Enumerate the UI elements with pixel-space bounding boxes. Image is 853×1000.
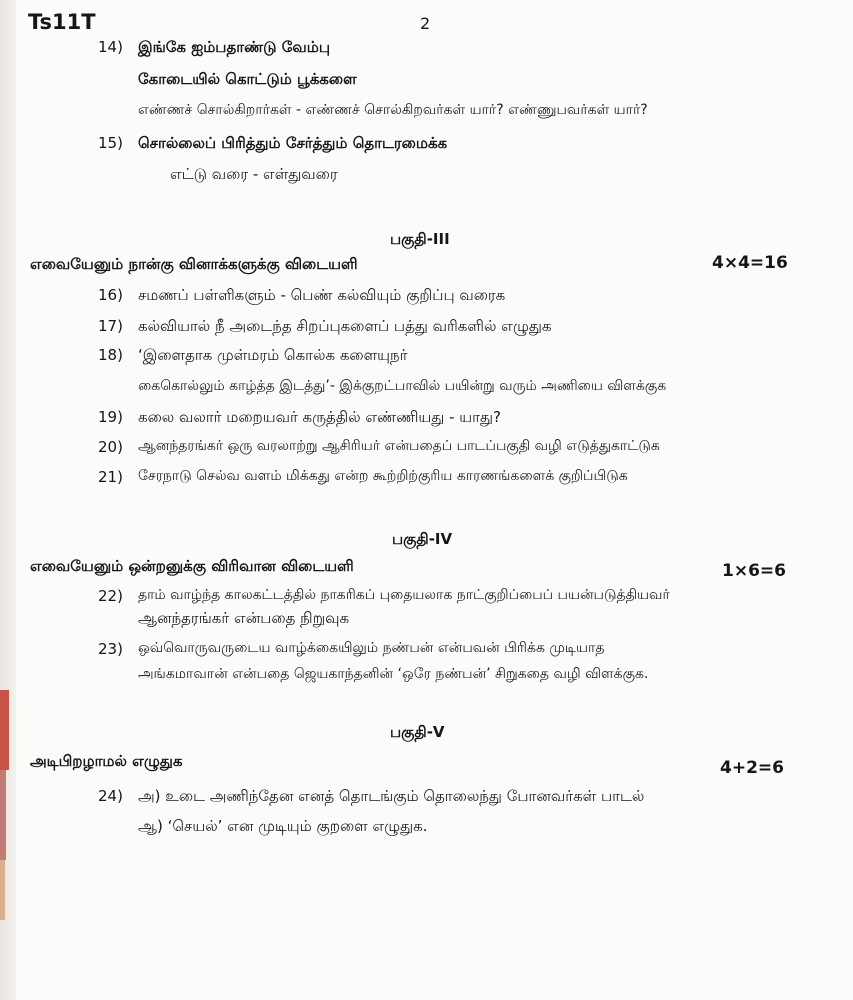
question-number: 22) <box>98 587 123 605</box>
question-line: கல்வியால் நீ அடைந்த சிறப்புகளைப் பத்து வரிகளில் எழுதுக <box>138 317 552 335</box>
section-marks: 4×4=16 <box>712 253 788 273</box>
page-number: 2 <box>420 14 431 33</box>
question-number: 17) <box>98 317 123 335</box>
question-number: 19) <box>98 408 123 426</box>
question-number: 20) <box>98 438 123 456</box>
question-number: 18) <box>98 346 123 364</box>
question-number: 24) <box>98 787 123 805</box>
question-line: சேரநாடு செல்வ வளம் மிக்கது என்ற கூற்றிற்குரிய காரணங்களைக் குறிப்பிடுக <box>138 468 628 484</box>
question-line: இங்கே ஐம்பதாண்டு வேம்பு <box>138 38 331 56</box>
question-number: 16) <box>98 286 123 304</box>
edge-mark <box>0 690 9 770</box>
question-line: எண்ணச் சொல்கிறார்கள் - எண்ணச் சொல்கிறவர்கள் யார்? எண்ணுபவர்கள் யார்? <box>138 102 648 118</box>
section-marks: 1×6=6 <box>722 561 786 581</box>
section-marks: 4+2=6 <box>720 758 784 778</box>
question-number: 23) <box>98 640 123 658</box>
section-title: பகுதி-IV <box>392 530 453 548</box>
section-instruction: அடிபிறழாமல் எழுதுக <box>30 752 183 770</box>
page-edge <box>0 0 16 1000</box>
paper-code: Ts11T <box>28 10 96 34</box>
section-title: பகுதி-III <box>390 230 450 248</box>
question-line: சொல்லைப் பிரித்தும் சேர்த்தும் தொடரமைக்க <box>138 134 448 152</box>
question-number: 21) <box>98 468 123 486</box>
question-number: 15) <box>98 134 123 152</box>
question-line: ஒவ்வொருவருடைய வாழ்க்கையிலும் நண்பன் என்பவன் பிரிக்க முடியாத <box>138 640 605 656</box>
question-line: ஆனந்தரங்கர் என்பதை நிறுவுக <box>138 609 350 627</box>
question-number: 14) <box>98 38 123 56</box>
question-line: அ) உடை அணிந்தேன எனத் தொடங்கும் தொலைந்து போனவர்கள் பாடல் <box>138 787 645 805</box>
section-instruction: எவையேனும் ஒன்றனுக்கு விரிவான விடையளி <box>30 557 354 575</box>
question-line: கோடையில் கொட்டும் பூக்களை <box>138 70 357 88</box>
edge-mark <box>0 860 5 920</box>
question-line: கைகொல்லும் காழ்த்த இடத்து’- இக்குறட்பாவில் பயின்று வரும் அணியை விளக்குக <box>138 378 667 394</box>
question-line: சமணப் பள்ளிகளும் - பெண் கல்வியும் குறிப்பு வரைக <box>138 286 506 304</box>
question-line: ஆ) ‘செயல்’ என முடியும் குறளை எழுதுக. <box>138 817 428 835</box>
section-instruction: எவையேனும் நான்கு வினாக்களுக்கு விடையளி <box>30 255 358 273</box>
section-title: பகுதி-V <box>390 723 445 741</box>
question-line: அங்கமாவான் என்பதை ஜெயகாந்தனின் ‘ஒரே நண்பன்’ சிறுகதை வழி விளக்குக. <box>138 666 649 682</box>
question-line: ஆனந்தரங்கர் ஒரு வரலாற்று ஆசிரியர் என்பதைப் பாடப்பகுதி வழி எடுத்துகாட்டுக <box>138 438 660 454</box>
edge-mark <box>0 770 6 860</box>
question-line: கலை வலார் மறையவர் கருத்தில் எண்ணியது - யாது? <box>138 408 501 426</box>
question-line: தாம் வாழ்ந்த காலகட்டத்தில் நாகரிகப் புதையலாக நாட்குறிப்பைப் பயன்படுத்தியவர் <box>138 587 670 603</box>
question-line: எட்டு வரை - எள்துவரை <box>170 165 338 183</box>
question-line: ‘இளைதாக முள்மரம் கொல்க களையுநர் <box>138 346 408 364</box>
